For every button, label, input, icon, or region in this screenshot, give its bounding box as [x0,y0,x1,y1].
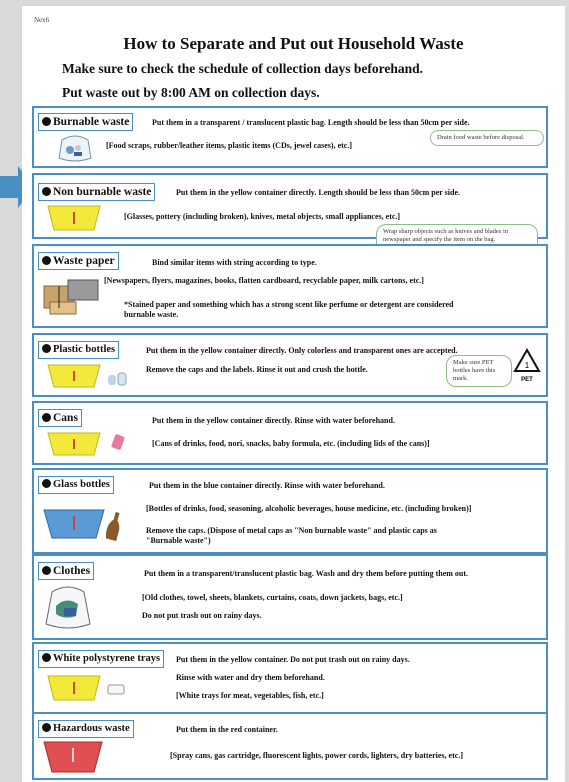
subtitle-schedule: Make sure to check the schedule of collection days beforehand. [62,61,423,76]
section-note: Wrap sharp objects such as knives and blades in newspaper and specify the item on the bag. [376,224,538,264]
section-glass [32,468,548,554]
can-icon [110,433,126,451]
yellow-basket-icon [46,674,102,702]
section-label: Cans [38,409,82,427]
section-examples: [Bottles of drinks, food, seasoning, alcoholic beverages, house medicine, etc. (including broken)] [146,504,472,513]
section-instruction: Put them in the blue container directly. Rinse with water beforehand. [149,481,385,490]
section-procedure-cont: "Burnable waste") [146,536,211,545]
section-instruction: Put them in the red container. [176,725,278,734]
section-cans [32,401,548,465]
svg-text:PET: PET [521,377,533,383]
section-label: Glass bottles [38,476,114,494]
subtitle-time: Put waste out by 8:00 AM on collection days. [62,85,320,100]
yellow-basket-icon [46,363,102,389]
section-instruction: Put them in the yellow container directly. Only colorless and transparent ones are accepted. [146,346,458,355]
section-examples: [White trays for meat, vegetables, fish, etc.] [176,691,324,700]
bottle-icon [106,371,128,387]
section-instruction: Put them in the yellow container. Do not put trash out on rainy days. [176,655,410,664]
section-clothes [32,554,548,640]
svg-text:1: 1 [524,361,530,370]
section-examples: [Food scraps, rubber/leather items, plastic items (CDs, jewel cases), etc.] [106,141,353,150]
section-label: Burnable waste [38,113,133,131]
section-label: Clothes [38,562,94,580]
section-instruction: Bind similar items with string according to type. [152,258,317,267]
glass-bottle-icon [106,510,122,542]
red-basket-icon [42,740,104,774]
section-instruction: Put them in a transparent/translucent plastic bag. Wash and dry them before putting them out. [144,569,469,578]
section-instruction: Put them in the yellow container directly. Length should be less than 50cm per side. [176,188,461,197]
page-title: How to Separate and Put out Household Waste [123,34,464,53]
blue-basket-icon [42,508,106,540]
plastic-bag-icon [56,134,94,162]
document-page [22,6,565,782]
section-procedure: Remove the caps and the labels. Rinse it out and crush the bottle. [146,365,368,374]
section-examples: [Cans of drinks, food, nori, snacks, baby formula, etc. (including lids of the cans)] [152,439,430,448]
section-label: Non burnable waste [38,183,155,201]
section-examples: [Old clothes, towel, sheets, blankets, curtains, coats, down jackets, bags, etc.] [142,593,403,602]
section-warning: Do not put trash out on rainy days. [142,611,262,620]
section-instruction: Put them in the yellow container directly. Rinse with water beforehand. [152,416,395,425]
section-label: White polystyrene trays [38,650,164,668]
section-label: Hazardous waste [38,720,134,738]
section-polystyrene [32,642,548,714]
tray-icon [106,682,126,696]
pet-recycle-icon [512,347,542,383]
yellow-basket-icon [46,204,102,232]
section-label: Waste paper [38,252,119,270]
paper-bundle-icon [42,276,100,316]
section-note: Make sure PET bottles have this mark. [446,355,512,387]
section-remark: *Stained paper and something which has a strong scent like perfume or detergent are considered [124,300,454,309]
yellow-basket-icon [46,431,102,457]
corner-label: Nex6 [34,16,50,24]
section-hazardous [32,712,548,780]
section-paper [32,244,548,328]
section-examples: [Spray cans, gas cartridge, fluorescent lights, power cords, lighters, dry batteries, etc.] [170,751,463,760]
section-remark-cont: burnable waste. [124,310,179,319]
section-procedure: Rinse with water and dry them beforehand. [176,673,325,682]
section-examples: [Newspapers, flyers, magazines, books, flatten cardboard, recyclable paper, milk cartons, etc.] [104,276,424,285]
section-instruction: Put them in a transparent / translucent plastic bag. Length should be less than 50cm per side. [152,118,470,127]
section-examples: [Glasses, pottery (including broken), knives, metal objects, small appliances, etc.] [124,212,401,221]
section-plastic [32,333,548,397]
plastic-bag-icon [42,584,94,630]
section-procedure: Remove the caps. (Dispose of metal caps as "Non burnable waste" and plastic caps as [146,526,437,535]
section-burnable [32,106,548,168]
section-label: Plastic bottles [38,341,119,359]
section-note: Drain food waste before disposal. [430,130,544,146]
